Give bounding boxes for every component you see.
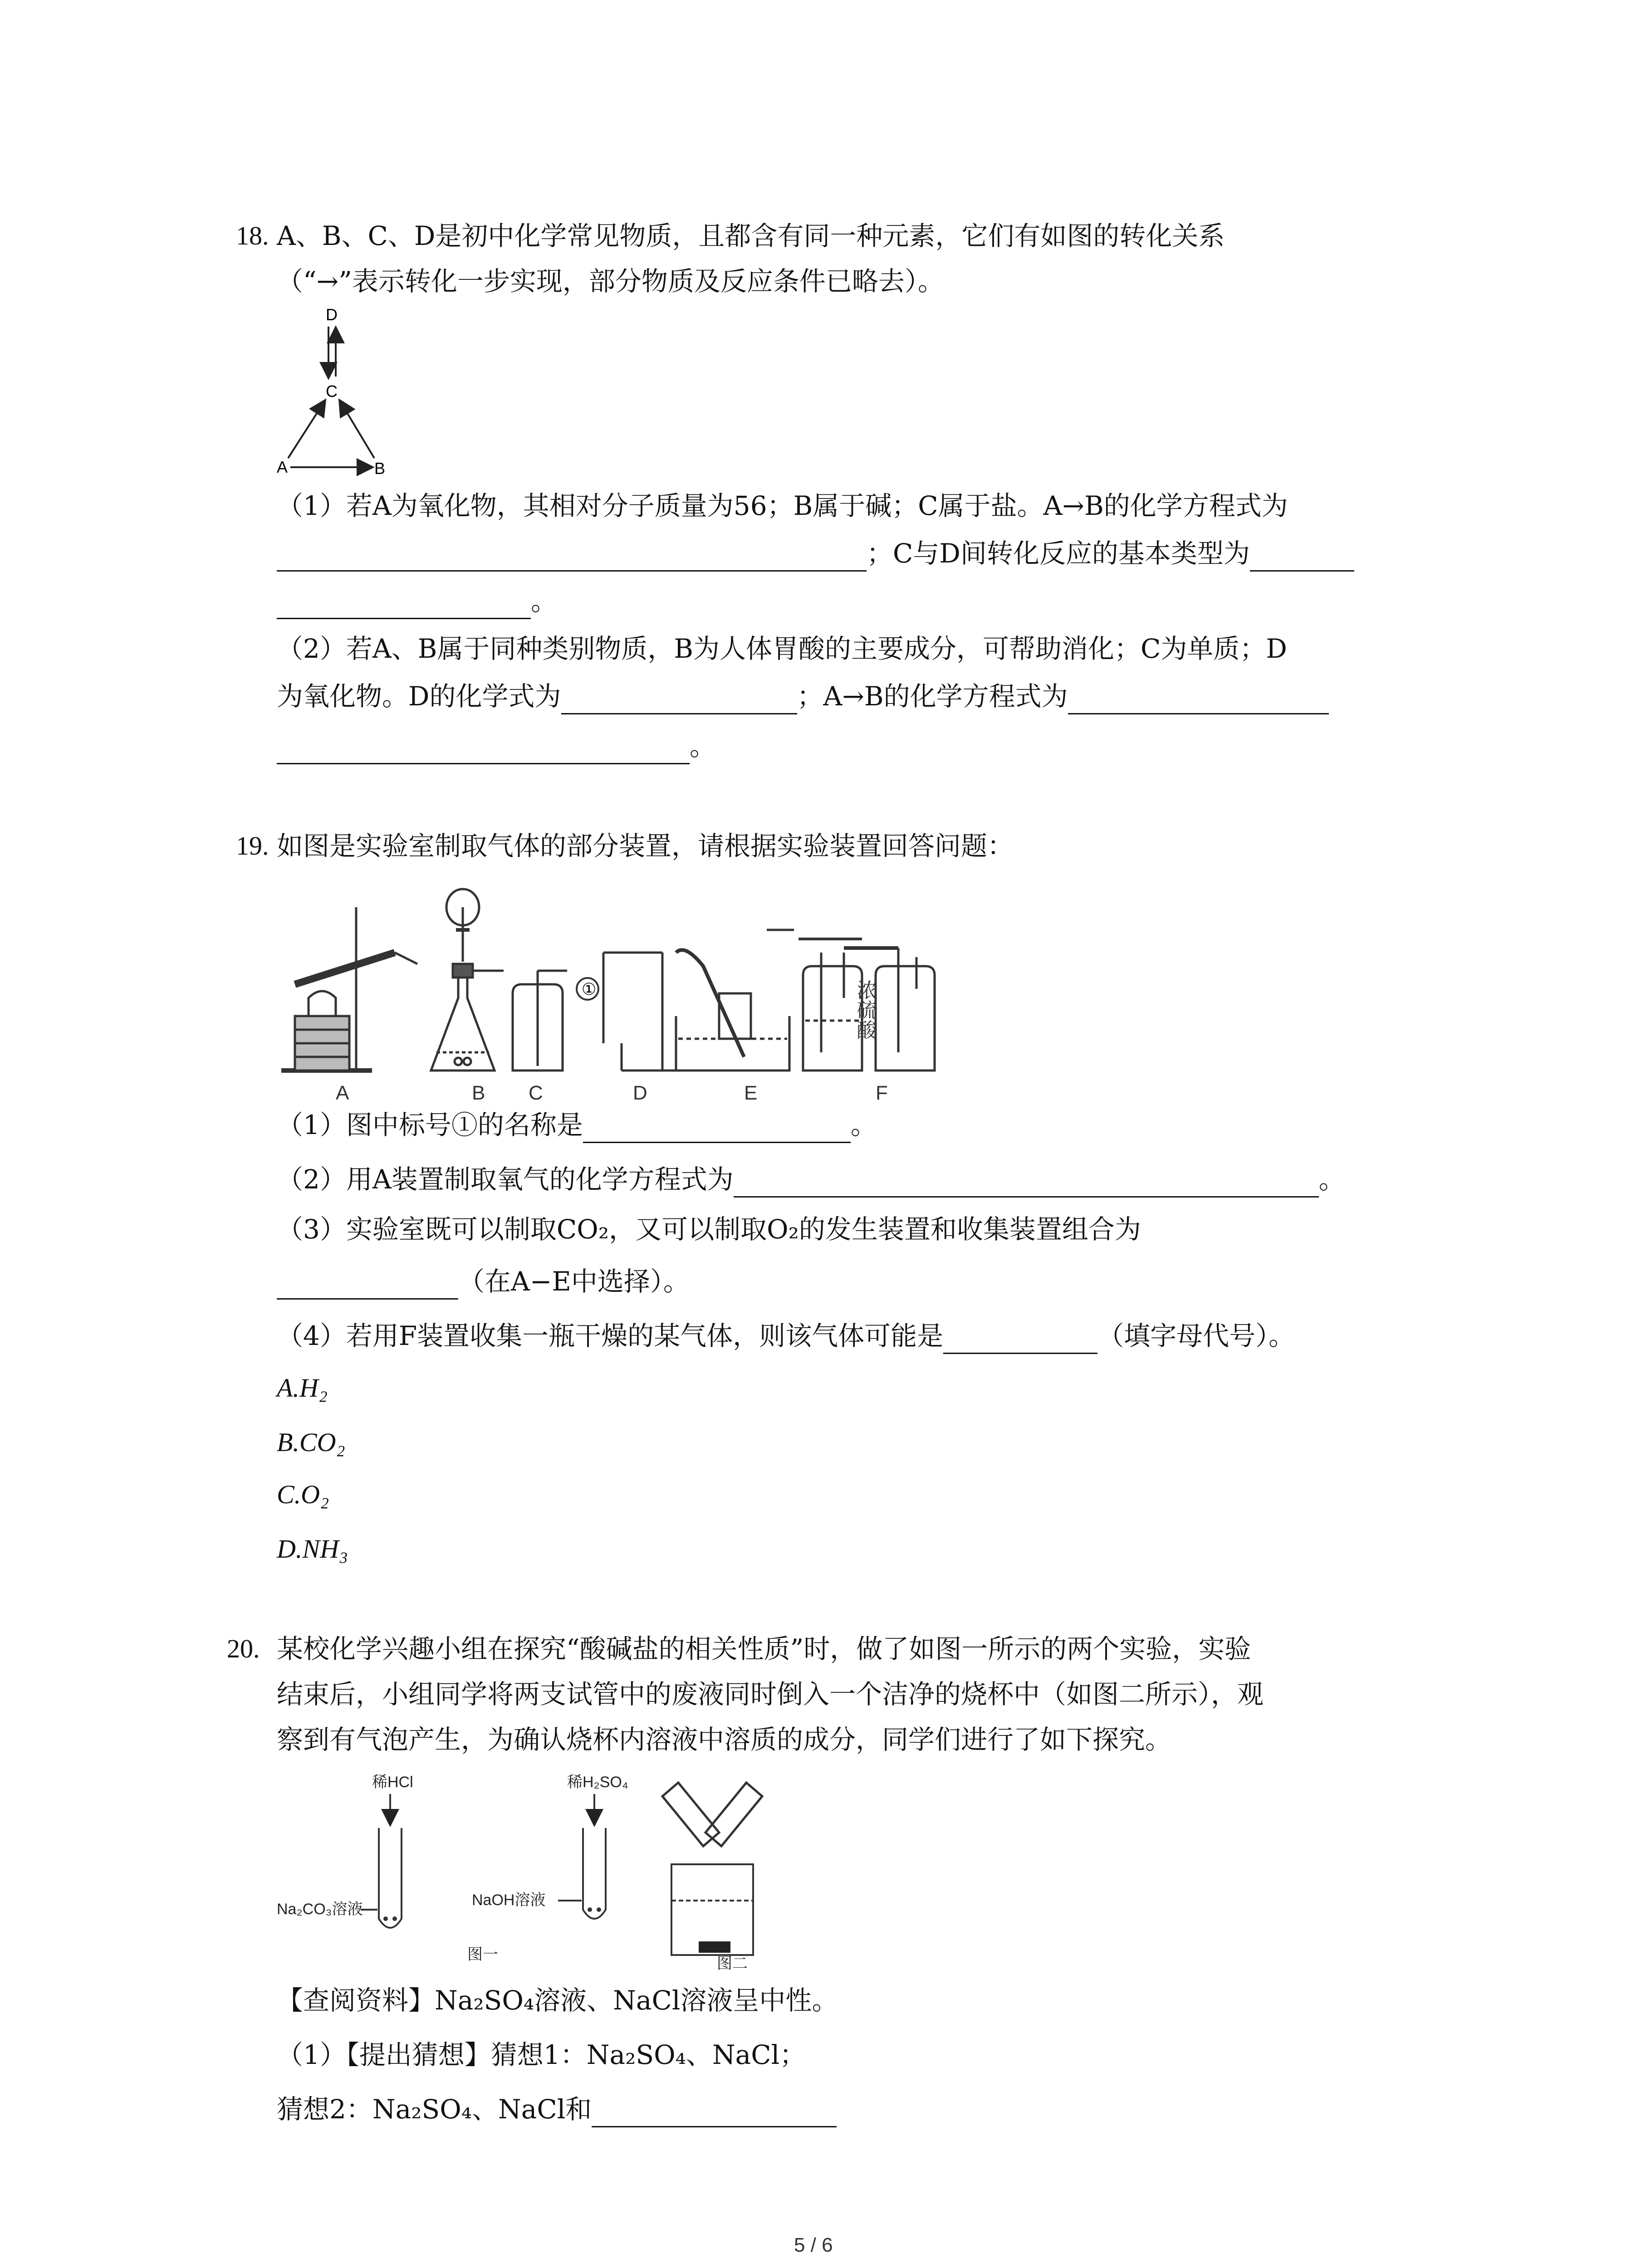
sub-question-text: （1）图中标号①的名称是: [277, 1110, 583, 1140]
label-na2co3: Na₂CO₃溶液: [277, 1901, 363, 1918]
answer-line: [277, 1318, 1295, 1354]
sub-question-text: ；C与D间转化反应的基本类型为: [867, 538, 1250, 569]
answer-blank[interactable]: [1068, 686, 1329, 714]
apparatus-figure: [277, 880, 966, 1116]
sub-question-text: （在A−E中选择）。: [458, 1266, 690, 1297]
punctuation: 。: [850, 1110, 877, 1140]
sub-question-text: （4）若用F装置收集一瓶干燥的某气体，则该气体可能是: [277, 1320, 944, 1351]
answer-blank[interactable]: [561, 686, 797, 714]
answer-blank[interactable]: [277, 543, 867, 572]
question-stem: （“→”表示转化一步实现，部分物质及反应条件已略去）。: [277, 266, 944, 297]
apparatus-label-c: C: [529, 1082, 543, 1104]
info-note: 【查阅资料】Na₂SO₄溶液、NaCl溶液呈中性。: [277, 1985, 838, 2016]
label-naoh: NaOH溶液: [472, 1892, 546, 1909]
sub-question: （1）【提出猜想】猜想1：Na₂SO₄、NaCl；: [277, 2039, 806, 2070]
question-stem: A、B、C、D是初中化学常见物质，且都含有同一种元素，它们有如图的转化关系: [277, 220, 1225, 251]
answer-line: [277, 1107, 877, 1143]
sub-question-text: 为氧化物。D的化学式为: [277, 681, 561, 712]
answer-line: [277, 535, 1354, 572]
question-stem: 结束后，小组同学将两支试管中的废液同时倒入一个洁净的烧杯中（如图二所示），观: [277, 1679, 1264, 1710]
answer-blank[interactable]: [277, 736, 690, 764]
node-b: B: [374, 459, 386, 478]
label-fig1: 图一: [467, 1946, 498, 1963]
answer-line: [277, 678, 1329, 714]
sub-question: （3）实验室既可以制取CO₂，又可以制取O₂的发生装置和收集装置组合为: [277, 1214, 1141, 1245]
answer-blank[interactable]: [583, 1114, 851, 1143]
sub-question-text: （填字母代号）。: [1097, 1320, 1295, 1351]
sub-question: （2）若A、B属于同种类别物质，B为人体胃酸的主要成分，可帮助消化；C为单质；D: [277, 633, 1287, 664]
node-c: C: [326, 382, 338, 401]
answer-blank[interactable]: [592, 2099, 837, 2127]
label-circle-1: ①: [582, 980, 597, 998]
sub-question-text: ；A→B的化学方程式为: [797, 681, 1068, 712]
option-d[interactable]: D.NH₃: [277, 1534, 348, 1564]
apparatus-label-b: B: [472, 1082, 485, 1104]
page-number: 5 / 6: [794, 2234, 833, 2256]
label-f-acid: 浓硫酸: [853, 980, 876, 1040]
conversion-diagram: [272, 304, 390, 485]
apparatus-label-d: D: [633, 1082, 647, 1104]
apparatus-label-a: A: [336, 1082, 349, 1104]
answer-blank[interactable]: [1250, 543, 1354, 572]
answer-line: [277, 1161, 1345, 1198]
node-a: A: [277, 458, 288, 476]
answer-line: [277, 1263, 690, 1300]
sub-question-text: （2）用A装置制取氧气的化学方程式为: [277, 1164, 734, 1195]
sub-question-text: 猜想2：Na₂SO₄、NaCl和: [277, 2094, 592, 2125]
answer-blank[interactable]: [277, 591, 531, 619]
question-number: 19.: [236, 831, 269, 860]
question-stem: 察到有气泡产生，为确认烧杯内溶液中溶质的成分，同学们进行了如下探究。: [277, 1724, 1172, 1755]
answer-line: [277, 583, 557, 619]
label-hcl: 稀HCl: [372, 1774, 413, 1791]
option-b[interactable]: B.CO₂: [277, 1427, 345, 1457]
answer-blank[interactable]: [734, 1169, 1319, 1198]
punctuation: 。: [1318, 1164, 1345, 1195]
apparatus-label-e: E: [744, 1082, 758, 1104]
punctuation: 。: [690, 731, 716, 762]
question-stem: 如图是实验室制取气体的部分装置，请根据实验装置回答问题：: [277, 831, 1014, 861]
punctuation: 。: [531, 586, 558, 616]
node-d: D: [326, 305, 338, 324]
answer-blank[interactable]: [277, 1271, 458, 1300]
option-c[interactable]: C.O₂: [277, 1480, 329, 1509]
sub-question: （1）若A为氧化物，其相对分子质量为56；B属于碱；C属于盐。A→B的化学方程式为: [277, 490, 1288, 521]
answer-line: [277, 2091, 837, 2127]
option-a[interactable]: A.H₂: [277, 1373, 328, 1403]
apparatus-label-f: F: [876, 1082, 888, 1104]
label-h2so4: 稀H₂SO₄: [567, 1774, 628, 1791]
label-fig2: 图二: [717, 1955, 748, 1972]
question-number: 20.: [227, 1634, 260, 1663]
answer-line: [277, 728, 716, 764]
experiment-figure: [277, 1769, 867, 1982]
question-number: 18.: [236, 221, 269, 250]
question-stem: 某校化学兴趣小组在探究“酸碱盐的相关性质”时，做了如图一所示的两个实验，实验: [277, 1633, 1251, 1664]
answer-blank[interactable]: [943, 1325, 1097, 1354]
